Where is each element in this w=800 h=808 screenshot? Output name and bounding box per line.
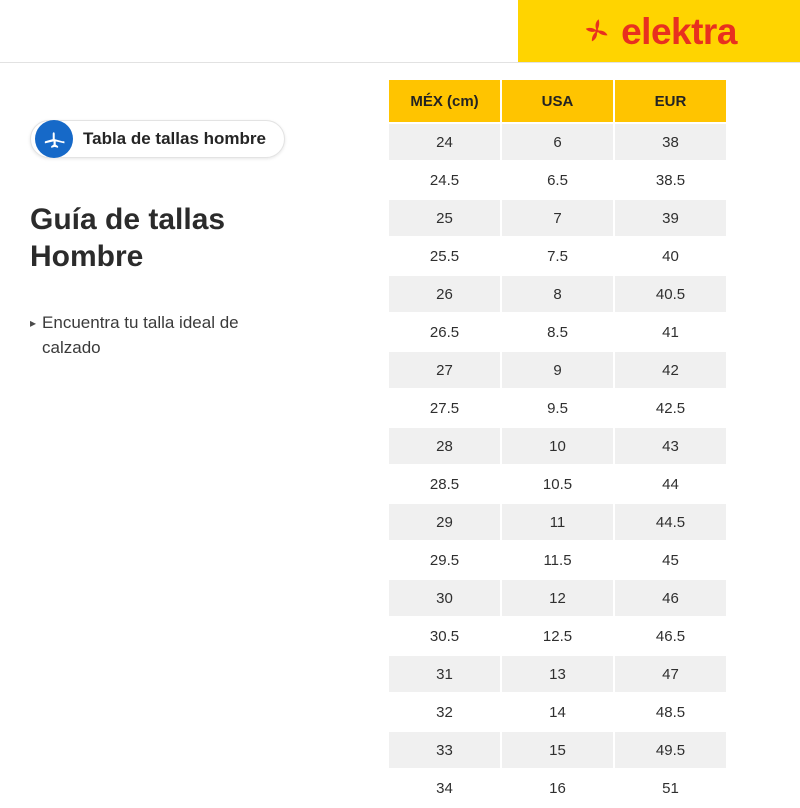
cell-eur: 41 — [615, 314, 726, 350]
page-title: Guía de tallas Hombre — [30, 203, 226, 273]
table-row — [389, 770, 726, 806]
cell-eur: 42 — [615, 352, 726, 388]
cell-mex: 32 — [389, 694, 500, 730]
cell-mex: 29 — [389, 504, 500, 540]
table-row — [389, 580, 726, 616]
cell-mex: 28 — [389, 428, 500, 464]
cell-usa: 12 — [502, 580, 613, 616]
cell-usa: 11 — [502, 504, 613, 540]
bullet-arrow-icon: ▸ — [30, 316, 37, 331]
cell-eur: 51 — [615, 770, 726, 806]
badge-label: Tabla de tallas hombre — [83, 129, 266, 148]
table-row — [389, 314, 726, 350]
table-row — [389, 466, 726, 502]
cell-eur: 44 — [615, 466, 726, 502]
cell-eur: 47 — [615, 656, 726, 692]
cell-mex: 27 — [389, 352, 500, 388]
cell-mex: 30 — [389, 580, 500, 616]
cell-usa: 8.5 — [502, 314, 613, 350]
table-row — [389, 162, 726, 198]
table-row — [389, 124, 726, 160]
table-row — [389, 276, 726, 312]
cell-usa: 12.5 — [502, 618, 613, 654]
cell-eur: 45 — [615, 542, 726, 578]
cell-mex: 33 — [389, 732, 500, 768]
column-header-usa: USA — [502, 80, 613, 122]
column-header-eur: EUR — [615, 80, 726, 122]
table-row — [389, 428, 726, 464]
cell-mex: 29.5 — [389, 542, 500, 578]
cell-eur: 46 — [615, 580, 726, 616]
table-row — [389, 238, 726, 274]
header-divider — [0, 62, 800, 63]
cell-eur: 40 — [615, 238, 726, 274]
cell-usa: 6.5 — [502, 162, 613, 198]
cell-usa: 8 — [502, 276, 613, 312]
cell-mex: 31 — [389, 656, 500, 692]
cell-eur: 40.5 — [615, 276, 726, 312]
brand-name: elektra — [621, 10, 737, 52]
cell-usa: 9.5 — [502, 390, 613, 426]
cell-usa: 10.5 — [502, 466, 613, 502]
table-row — [389, 656, 726, 692]
cell-usa: 7 — [502, 200, 613, 236]
cell-usa: 15 — [502, 732, 613, 768]
cell-usa: 6 — [502, 124, 613, 160]
cell-usa: 9 — [502, 352, 613, 388]
cell-eur: 46.5 — [615, 618, 726, 654]
left-panel — [30, 120, 360, 360]
table-row — [389, 694, 726, 730]
table-row — [389, 390, 726, 426]
brand-bar — [518, 0, 800, 62]
cell-usa: 13 — [502, 656, 613, 692]
column-header-mex: MÉX (cm) — [389, 80, 500, 122]
cell-eur: 38 — [615, 124, 726, 160]
brand-logo — [581, 10, 737, 52]
cell-eur: 44.5 — [615, 504, 726, 540]
cell-usa: 16 — [502, 770, 613, 806]
cell-mex: 24.5 — [389, 162, 500, 198]
airplane-icon — [35, 120, 73, 158]
table-row — [389, 732, 726, 768]
cell-usa: 11.5 — [502, 542, 613, 578]
cell-usa: 14 — [502, 694, 613, 730]
elektra-flower-icon — [581, 15, 613, 47]
size-table — [387, 78, 728, 808]
cell-eur: 38.5 — [615, 162, 726, 198]
cell-mex: 24 — [389, 124, 500, 160]
table-row — [389, 618, 726, 654]
cell-mex: 25 — [389, 200, 500, 236]
table-row — [389, 504, 726, 540]
table-header-row — [389, 80, 726, 122]
cell-usa: 10 — [502, 428, 613, 464]
cell-mex: 34 — [389, 770, 500, 806]
cell-eur: 49.5 — [615, 732, 726, 768]
cell-eur: 43 — [615, 428, 726, 464]
cell-usa: 7.5 — [502, 238, 613, 274]
cell-eur: 48.5 — [615, 694, 726, 730]
table-row — [389, 200, 726, 236]
cell-mex: 26.5 — [389, 314, 500, 350]
table-row — [389, 352, 726, 388]
panel-subtext — [30, 311, 360, 360]
panel-subtext-label: Encuentra tu talla ideal de calzado — [42, 313, 239, 357]
cell-mex: 28.5 — [389, 466, 500, 502]
tabla-tallas-badge — [30, 120, 285, 158]
table-row — [389, 542, 726, 578]
cell-mex: 25.5 — [389, 238, 500, 274]
cell-mex: 27.5 — [389, 390, 500, 426]
cell-eur: 42.5 — [615, 390, 726, 426]
cell-eur: 39 — [615, 200, 726, 236]
cell-mex: 26 — [389, 276, 500, 312]
cell-mex: 30.5 — [389, 618, 500, 654]
